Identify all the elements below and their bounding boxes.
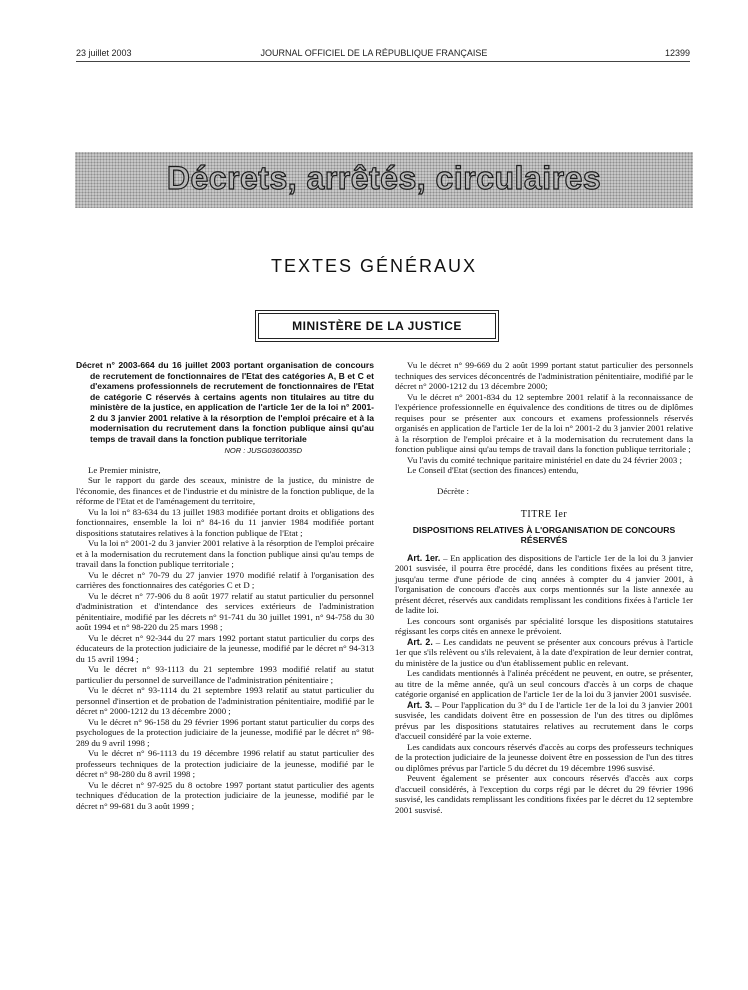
ministry-title: MINISTÈRE DE LA JUSTICE [292, 319, 462, 333]
dispositions-heading: DISPOSITIONS RELATIVES À L'ORGANISATION DE CONCOURS RÉSERVÉS [412, 524, 676, 545]
banner-title: Décrets, arrêtés, circulaires [166, 160, 602, 196]
nor-reference: NOR : JUSG0360035D [224, 446, 302, 455]
paragraph: Vu le décret n° 93-1114 du 21 septembre 1993 relatif au statut particulier du personnel d'insertion et de probation de l'administration pénitentiaire, modifié par le décret n° 2000-1212 du 13 décembre 2000 ; [76, 685, 374, 716]
paragraph: Le Conseil d'Etat (section des finances) entendu, [407, 465, 579, 475]
article-paragraph [395, 616, 693, 637]
section-title: TEXTES GÉNÉRAUX [270, 256, 478, 276]
article-text: Les candidats mentionnés à l'alinéa précédent ne peuvent, en outre, se présenter, au titre de la même année, qu'à un seul concours d'accès à un corps de chaque catégorie organisé en application de l'article 1er de la loi du 3 janvier 2001 susvisée. [395, 668, 693, 699]
paragraph: Vu le décret n° 96-158 du 29 février 1996 portant statut particulier du corps des psychologues de la protection judiciaire de la jeunesse, modifié par le décret n° 98-289 du 9 avril 1998 ; [76, 716, 374, 748]
article-paragraph [395, 742, 693, 774]
paragraph: Vu le décret n° 93-1113 du 21 septembre 1993 modifié relatif au statut particulier du personnel de surveillance de l'administration pénitentiaire ; [76, 664, 374, 685]
right-column [395, 360, 693, 815]
decree-title: Décret n° 2003-664 du 16 juillet 2003 portant organisation de concours de recrutement de fonctionnaires de l'Etat des catégories A, B et C et d'examens professionnels de recrutement de fonctionnaires de l'Etat de catégorie C réservés à certains agents non titulaires au titre du ministère de la justice, en application de l'article 1er de la loi n° 2001-2 du 3 janvier 2001 relative à la résorption de l'emploi précaire et à la modernisation du recrutement dans la fonction publique ainsi qu'au temps de travail dans la fonction publique territoriale [76, 360, 374, 444]
article-text: – Les candidats ne peuvent se présenter aux concours prévus à l'article 1er que s'ils relèvent ou s'ils relevaient, à la date d'expiration de leur dernier contrat, du ministère de la justice ou d'un établissement public en relevant. [395, 636, 693, 668]
titre-heading: TITRE Ier [520, 509, 568, 520]
article-text: – Pour l'application du 3° du I de l'article 1er de la loi du 3 janvier 2001 susvisée, les candidats doivent être en possession de l'un des titres ou diplômes prévus par les dispositions statutaires relatives au recrutement dans le corps d'accueil considéré par la voie externe. [395, 699, 693, 741]
article-text: Les candidats aux concours réservés d'accès au corps des professeurs techniques de la protection judiciaire de la jeunesse doivent être en possession de l'un des titres ou diplômes prévus par l'article 5 du décret du 19 décembre 1996 susvisé. [395, 741, 693, 773]
article-text: – En application des dispositions de l'article 1er de la loi du 3 janvier 2001 susvisée, il pourra être procédé, dans les conditions fixées au présent titre, jusqu'au terme d'une période de cinq années à compter du 4 janvier 2001, à l'organisation de concours d'accès aux corps mentionnés sur la liste annexée au présent décret, réservés aux candidats remplissant les conditions fixées à l'article 1er de ladite loi. [395, 552, 694, 615]
article-paragraph [395, 668, 693, 700]
article-label: Art. 1er. [407, 552, 441, 563]
article-paragraph [395, 553, 693, 616]
left-column [76, 360, 374, 811]
article-text: Peuvent également se présenter aux concours réservés d'accès aux corps d'accueil considérés, à l'exception du corps régi par le décret du 29 février 1996 susvisé, les candidats remplissant les conditions fixées par le décret du 12 septembre 2001 susvisé. [395, 773, 693, 815]
page-header [0, 44, 748, 62]
paragraph: Vu le décret n° 99-669 du 2 août 1999 portant statut particulier des personnels techniques des services déconcentrés de l'administration pénitentiaire, modifié par le décret n° 2000-1212 du 13 décembre 2000; [395, 360, 693, 391]
header-rule [76, 61, 690, 62]
paragraph: Sur le rapport du garde des sceaux, ministre de la justice, du ministre de l'économie, des finances et de l'industrie et du ministre de la fonction publique, de la réforme de l'Etat et de l'aménagement du territoire, [76, 475, 374, 506]
paragraph: Vu la loi n° 2001-2 du 3 janvier 2001 relative à la résorption de l'emploi précaire et à la modernisation du recrutement dans la fonction publique ainsi qu'au temps de travail dans la fonction publique territoriale ; [76, 538, 374, 569]
article-paragraph [395, 773, 693, 815]
paragraph: Vu le décret n° 2001-834 du 12 septembre 2001 relatif à la reconnaissance de l'expérience professionnelle en équivalence des conditions de titres ou de diplômes requises pour se présenter aux concours et examens professionnels réservés organisés en application de l'article 1er de la loi n° 2001-2 du 3 janvier 2001 relative à la résorption de l'emploi précaire et à la modernisation du recrutement dans la fonction publique ainsi qu'au temps de travail dans la fonction publique territoriale ; [395, 391, 693, 454]
decrete-line: Décrète : [437, 485, 469, 496]
article-paragraph [395, 637, 693, 669]
paragraph: Vu le décret n° 96-1113 du 19 décembre 1996 relatif au statut particulier des professeurs techniques de la protection judiciaire de la jeunesse, modifié par le décret n° 98-280 du 8 avril 1998 ; [76, 748, 374, 779]
header-date: 23 juillet 2003 [76, 48, 132, 58]
article-label: Art. 2. [407, 636, 433, 647]
paragraph: Vu le décret n° 92-344 du 27 mars 1992 portant statut particulier du corps des éducateurs de la protection judiciaire de la jeunesse, modifié par le décret n° 94-313 du 15 avril 1994 ; [76, 632, 374, 664]
paragraph: Vu l'avis du comité technique paritaire ministériel en date du 24 février 2003 ; [407, 454, 682, 465]
paragraph: Vu la loi n° 83-634 du 13 juillet 1983 modifiée portant droits et obligations des fonctionnaires, ensemble la loi n° 84-16 du 11 janvier 1984 modifiée portant dispositions statutaires relatives à la fonction publique de l'Etat ; [76, 506, 374, 538]
paragraph: Vu le décret n° 70-79 du 27 janvier 1970 modifié relatif à l'organisation des carrières des fonctionnaires des catégories C et D ; [76, 569, 374, 590]
article-paragraph [395, 700, 693, 742]
section-banner [75, 152, 693, 208]
paragraph: Le Premier ministre, [88, 464, 161, 475]
header-journal-title: JOURNAL OFFICIEL DE LA RÉPUBLIQUE FRANÇAISE [260, 48, 488, 58]
paragraph: Vu le décret n° 77-906 du 8 août 1977 relatif au statut particulier du personnel d'administration et d'intendance des services extérieurs de l'administration pénitentiaire, modifié par les décrets n° 91-741 du 30 juillet 1991, n° 94-758 du 30 août 1994 et n° 98-220 du 25 mars 1998 ; [76, 590, 374, 632]
header-page-number: 12399 [664, 48, 690, 58]
article-label: Art. 3. [407, 699, 433, 710]
article-text: Les concours sont organisés par spécialité lorsque les dispositions statutaires régissant les corps cités en annexe le prévoient. [395, 615, 693, 636]
paragraph: Vu le décret n° 97-925 du 8 octobre 1997 portant statut particulier des agents techniques d'éducation de la protection judiciaire de la jeunesse, modifié par le décret n° 99-681 du 3 août 1999 ; [76, 779, 374, 811]
ministry-box [258, 313, 496, 339]
